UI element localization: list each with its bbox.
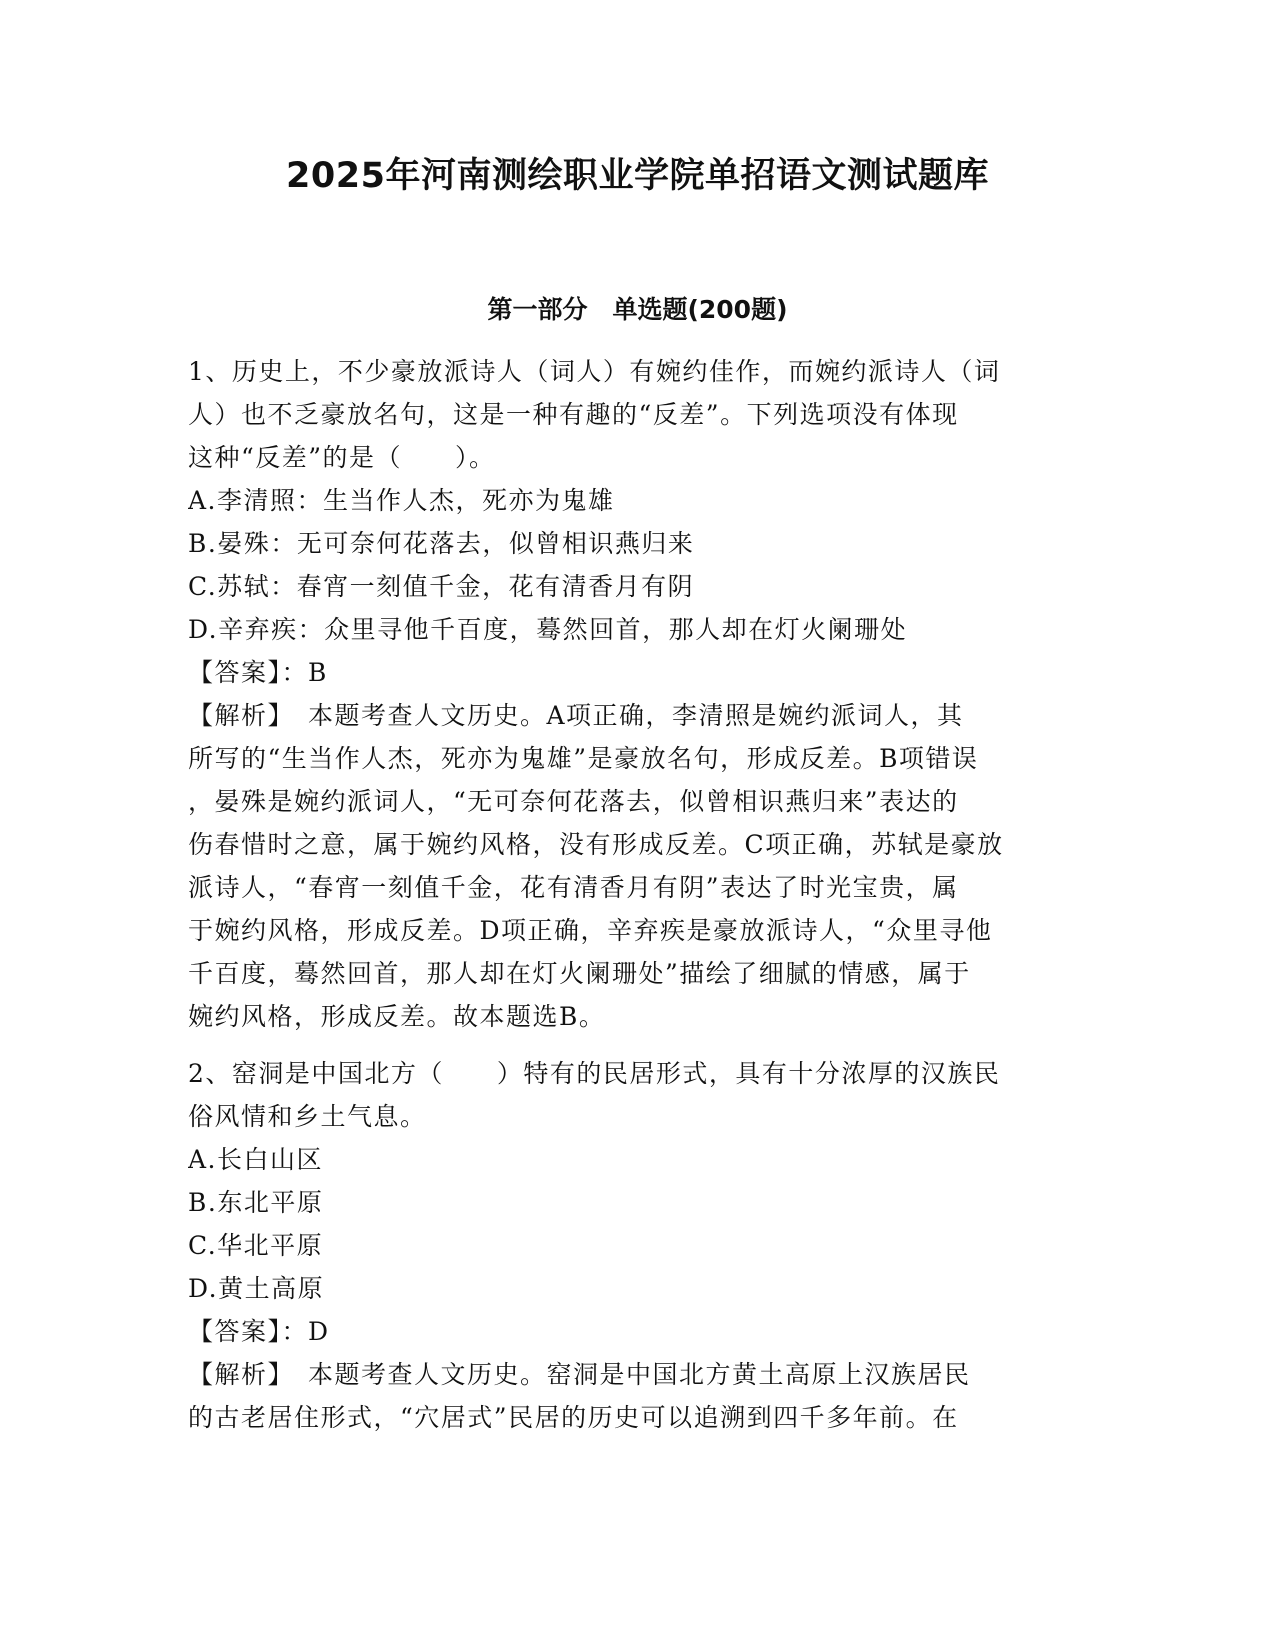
analysis-line: 婉约风格，形成反差。故本题选B。 <box>188 1002 606 1031</box>
option-d: D.辛弃疾：众里寻他千百度，蓦然回首，那人却在灯火阑珊处 <box>188 615 908 644</box>
option-b: B.东北平原 <box>188 1188 324 1217</box>
option-d: D.黄土高原 <box>188 1274 325 1303</box>
analysis-line: 伤春惜时之意，属于婉约风格，没有形成反差。C项正确，苏轼是豪放 <box>188 830 1004 859</box>
analysis-line: 【解析】 本题考查人文历史。A项正确，李清照是婉约派词人，其 <box>188 701 964 730</box>
question-block <box>188 350 1088 1038</box>
analysis-line: 所写的“生当作人杰，死亦为鬼雄”是豪放名句，形成反差。B项错误 <box>188 744 979 773</box>
option-c: C.华北平原 <box>188 1231 324 1260</box>
question-stem-line: 俗风情和乡土气息。 <box>188 1102 427 1131</box>
question-stem-line: 2、窑洞是中国北方（ ）特有的民居形式，具有十分浓厚的汉族民 <box>188 1059 1001 1088</box>
analysis-line: 派诗人，“春宵一刻值千金，花有清香月有阴”表达了时光宝贵，属 <box>188 873 959 902</box>
analysis-line: 于婉约风格，形成反差。D项正确，辛弃疾是豪放派诗人，“众里寻他 <box>188 916 993 945</box>
analysis-line: 千百度，蓦然回首，那人却在灯火阑珊处”描绘了细腻的情感，属于 <box>188 959 971 988</box>
question-spacer <box>188 1038 1088 1052</box>
section-heading: 第一部分 单选题(200题) <box>487 295 788 324</box>
analysis-line: 【解析】 本题考查人文历史。窑洞是中国北方黄土高原上汉族居民 <box>188 1360 971 1389</box>
question-list <box>188 350 1088 1439</box>
analysis-line: ，晏殊是婉约派词人，“无可奈何花落去，似曾相识燕归来”表达的 <box>188 787 959 816</box>
analysis-line: 的古老居住形式，“穴居式”民居的历史可以追溯到四千多年前。在 <box>188 1403 959 1432</box>
answer-line: 【答案】：B <box>188 658 328 687</box>
question-stem-line: 这种“反差”的是（ ）。 <box>188 443 496 472</box>
option-b: B.晏殊：无可奈何花落去，似曾相识燕归来 <box>188 529 695 558</box>
question-block <box>188 1052 1088 1439</box>
option-a: A.李清照：生当作人杰，死亦为鬼雄 <box>188 486 615 515</box>
document-title: 2025年河南测绘职业学院单招语文测试题库 <box>286 156 989 196</box>
question-stem-line: 人）也不乏豪放名句，这是一种有趣的“反差”。下列选项没有体现 <box>188 400 959 429</box>
option-c: C.苏轼：春宵一刻值千金，花有清香月有阴 <box>188 572 695 601</box>
question-stem-line: 1、历史上，不少豪放派诗人（词人）有婉约佳作，而婉约派诗人（词 <box>188 357 1001 386</box>
option-a: A.长白山区 <box>188 1145 324 1174</box>
answer-line: 【答案】：D <box>188 1317 330 1346</box>
